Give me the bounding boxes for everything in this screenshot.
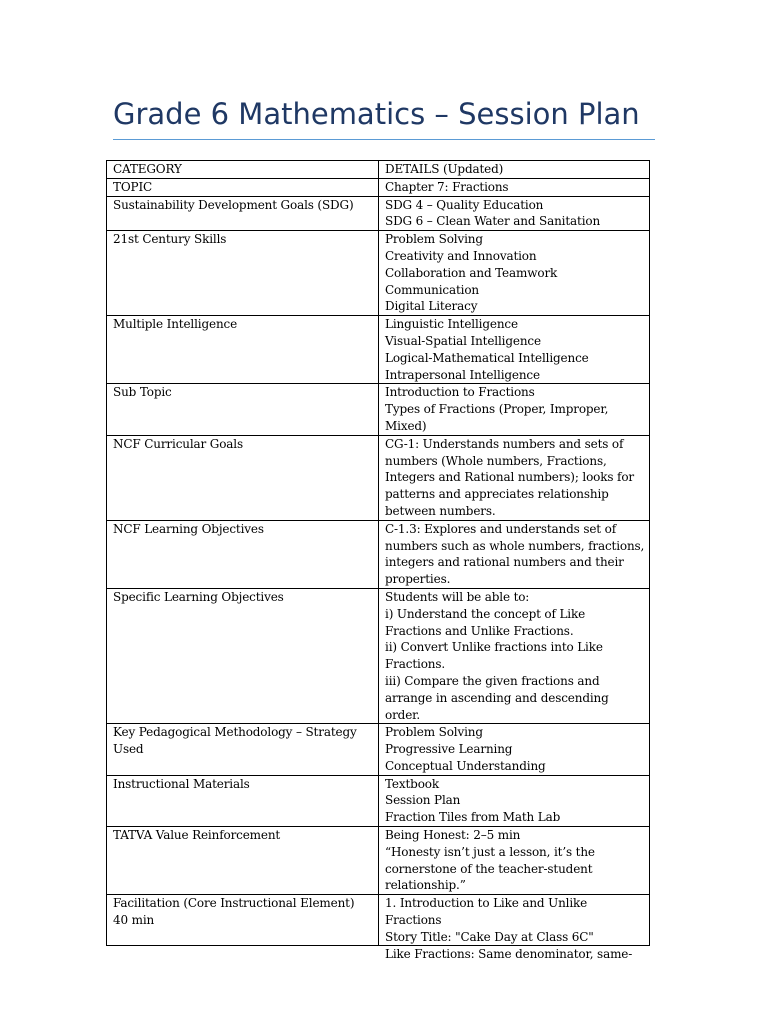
- category-cell: Specific Learning Objectives: [107, 588, 379, 723]
- details-line: Like Fractions: Same denominator, same-: [385, 946, 633, 961]
- details-line: Collaboration and Teamwork: [385, 265, 558, 280]
- details-lines: [385, 895, 645, 961]
- session-plan-table: [106, 160, 650, 961]
- details-line: Progressive Learning: [385, 742, 513, 757]
- details-line: Fraction Tiles from Math Lab: [385, 810, 561, 825]
- category-cell: 21st Century Skills: [107, 231, 379, 316]
- details-lines: [385, 197, 645, 231]
- details-lines: [385, 589, 645, 723]
- category-cell: NCF Learning Objectives: [107, 520, 379, 588]
- table-row: [107, 775, 650, 826]
- details-line: Communication: [385, 282, 479, 297]
- details-line: Session Plan: [385, 793, 461, 808]
- details-line: Being Honest: 2–5 min: [385, 828, 521, 843]
- details-lines: [385, 827, 645, 894]
- details-lines: [385, 436, 645, 520]
- session-plan-table-body: [107, 161, 650, 961]
- details-line: iii) Compare the given fractions and arrange in ascending and descending order.: [385, 673, 609, 722]
- table-row: [107, 178, 650, 196]
- details-cell: [379, 435, 650, 520]
- page-title: Grade 6 Mathematics – Session Plan: [113, 97, 640, 131]
- details-line: CG-1: Understands numbers and sets of numbers (Whole numbers, Fractions, Integers and Rational numbers); looks for patterns and appreciates relationship between numbers.: [385, 436, 634, 518]
- details-line: Visual-Spatial Intelligence: [385, 333, 541, 348]
- details-line: Logical-Mathematical Intelligence: [385, 350, 589, 365]
- details-cell: [379, 196, 650, 231]
- details-cell: [379, 724, 650, 775]
- details-line: Introduction to Fractions: [385, 385, 535, 400]
- details-line: Digital Literacy: [385, 299, 478, 314]
- table-row: [107, 588, 650, 723]
- details-line: Creativity and Innovation: [385, 248, 537, 263]
- table-row: [107, 316, 650, 384]
- header-details: DETAILS (Updated): [379, 161, 650, 179]
- table-row: [107, 724, 650, 775]
- table-row: [107, 520, 650, 588]
- details-cell: [379, 588, 650, 723]
- details-line: SDG 6 – Clean Water and Sanitation: [385, 214, 601, 229]
- details-line: SDG 4 – Quality Education: [385, 197, 544, 212]
- category-cell: Sub Topic: [107, 384, 379, 435]
- category-cell: TOPIC: [107, 178, 379, 196]
- details-lines: [385, 231, 645, 315]
- details-cell: [379, 178, 650, 196]
- table-row: [107, 435, 650, 520]
- table-row: [107, 895, 650, 946]
- category-cell: TATVA Value Reinforcement: [107, 827, 379, 895]
- details-line: Textbook: [385, 776, 439, 791]
- category-cell: Sustainability Development Goals (SDG): [107, 196, 379, 231]
- details-cell: [379, 827, 650, 895]
- category-cell: Multiple Intelligence: [107, 316, 379, 384]
- details-cell: [379, 231, 650, 316]
- details-line: Students will be able to:: [385, 589, 530, 604]
- table-row: [107, 384, 650, 435]
- table-row: [107, 196, 650, 231]
- table-row: [107, 231, 650, 316]
- table-row: [107, 827, 650, 895]
- details-line: Problem Solving: [385, 232, 483, 247]
- title-divider: [113, 139, 655, 140]
- details-cell: [379, 895, 650, 961]
- category-cell: NCF Curricular Goals: [107, 435, 379, 520]
- table-header-row: [107, 161, 650, 179]
- details-lines: [385, 521, 645, 588]
- details-line: Problem Solving: [385, 725, 483, 740]
- details-line: Conceptual Understanding: [385, 758, 546, 773]
- details-line: Intrapersonal Intelligence: [385, 367, 540, 382]
- details-lines: [385, 724, 645, 774]
- details-line: ii) Convert Unlike fractions into Like Fractions.: [385, 640, 603, 672]
- details-lines: [385, 316, 645, 383]
- details-line: Types of Fractions (Proper, Improper, Mixed): [385, 402, 609, 433]
- details-line: Linguistic Intelligence: [385, 317, 518, 332]
- details-cell: [379, 316, 650, 384]
- details-cell: [379, 384, 650, 435]
- header-category: CATEGORY: [107, 161, 379, 179]
- details-line: 1. Introduction to Like and Unlike Fractions: [385, 896, 588, 928]
- details-line: Story Title: "Cake Day at Class 6C": [385, 929, 594, 944]
- category-cell: Key Pedagogical Methodology – Strategy Used: [107, 724, 379, 775]
- details-lines: [385, 384, 645, 434]
- details-line: C-1.3: Explores and understands set of numbers such as whole numbers, fractions, integers and rational numbers and their properties.: [385, 521, 645, 587]
- details-cell: [379, 775, 650, 826]
- details-line: i) Understand the concept of Like Fractions and Unlike Fractions.: [385, 606, 586, 638]
- details-line: “Honesty isn’t just a lesson, it’s the cornerstone of the teacher-student relationship.”: [385, 844, 595, 893]
- details-line: Chapter 7: Fractions: [385, 179, 509, 194]
- category-cell: Instructional Materials: [107, 775, 379, 826]
- details-lines: [385, 179, 645, 196]
- category-cell: Facilitation (Core Instructional Element) 40 min: [107, 895, 379, 946]
- details-cell: [379, 520, 650, 588]
- details-lines: [385, 776, 645, 826]
